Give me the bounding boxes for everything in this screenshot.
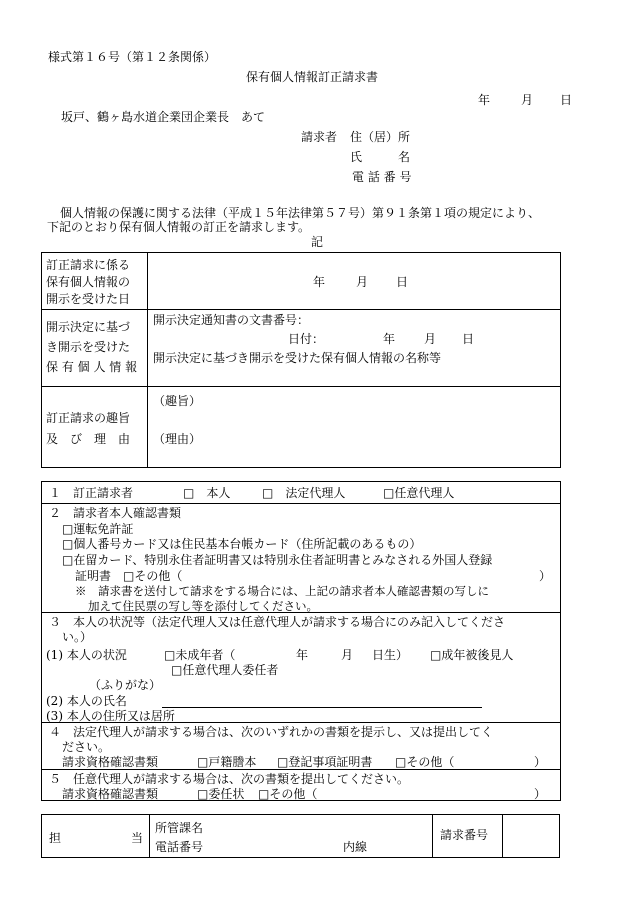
phone-label: 電 話 番 号 [352,170,412,184]
minor-birth-month: 月 [341,648,354,662]
section4-docs-label: 請求資格確認書類 [62,755,159,769]
checkbox-power-of-attorney[interactable]: □委任状 [197,787,245,801]
footer-divider-1 [149,814,150,858]
other-id-close: ） [539,569,552,583]
checkbox-registry-cert[interactable]: □登記事項証明書 [277,755,373,769]
date-day-label: 日 [560,93,573,107]
row2-label-3: 保 有 個 人 情 報 [46,360,138,374]
intro-line-1: 個人情報の保護に関する法律（平成１５年法律第５７号）第９１条第１項の規定により、 [60,206,541,220]
principal-name-line[interactable] [162,707,482,708]
main-table-divider [147,252,148,468]
row2-label-1: 開示決定に基づ [46,320,131,334]
note-line-2: 加えて住民票の写し等を添付してください。 [88,599,318,613]
row2-info-name: 開示決定に基づき開示を受けた保有個人情報の名称等 [153,351,442,365]
row1-day: 日 [396,275,409,289]
checkbox-adult-ward[interactable]: □成年被後見人 [430,648,514,662]
checkbox-self[interactable]: □ 本人 [183,486,231,500]
checkbox-family-register[interactable]: □戸籍謄本 [197,755,257,769]
checkbox-section4-other[interactable]: □その他（ [395,755,455,769]
section1-label: １ 訂正請求者 [49,486,134,500]
row2-label-2: き開示を受けた [46,340,131,354]
minor-birth-day: 日生） [372,648,409,662]
row2-date-label: 日付： [288,332,325,346]
footer-tou: 当 [131,831,144,845]
checkbox-other-id[interactable]: 証明書 □その他（ [75,569,183,583]
address-label: 住（居）所 [350,130,411,144]
row1-label-3: 開示を受けた日 [46,292,131,306]
checkbox-my-number-card[interactable]: □個人番号カード又は住民基本台帳カード（住所記載のあるもの） [62,537,422,551]
footer-phone-label: 電話番号 [155,840,204,854]
section4-line-2: ださい。 [62,740,111,754]
requester-label: 請求者 [301,130,338,144]
form-number: 様式第１６号（第１２条関係） [48,50,217,64]
footer-extension-label: 内線 [343,840,368,854]
checkbox-legal-agent[interactable]: □ 法定代理人 [262,486,346,500]
principal-address-label: (3) 本人の住所又は居所 [46,709,175,723]
sep-1-2 [41,503,561,504]
row1-month: 月 [356,275,369,289]
footer-tan: 担 [49,831,62,845]
footer-divider-2 [432,814,433,858]
ki-label: 記 [311,235,324,249]
checkbox-delegator[interactable]: □任意代理人委任者 [171,663,279,677]
checkbox-drivers-license[interactable]: □運転免許証 [62,522,134,536]
main-table-row-sep-1 [41,309,561,310]
footer-dept-label: 所管課名 [155,821,204,835]
minor-birth-year: 年 [296,648,309,662]
intro-line-2: 下記のとおり保有個人情報の訂正を請求します。 [47,220,311,234]
checkbox-residence-card[interactable]: □在留カード、特別永住者証明書又は特別永住者証明書とみなされる外国人登録 [62,553,493,567]
section4-line-1: ４ 法定代理人が請求する場合は、次のいずれかの書類を提示し、又は提出してく [49,725,494,739]
checkbox-voluntary-agent[interactable]: □任意代理人 [383,486,455,500]
section3-title-2: い。） [62,630,93,644]
row3-purpose: （趣旨） [153,394,202,408]
row1-label-2: 保有個人情報の [46,275,131,289]
row2-day: 日 [462,332,475,346]
row1-year: 年 [313,275,326,289]
row2-year: 年 [383,332,396,346]
row3-label-1: 訂正請求の趣旨 [46,411,131,425]
section4-close: ） [534,755,547,769]
row3-label-2: 及 び 理 由 [46,432,131,446]
row1-label-1: 訂正請求に係る [46,258,131,272]
principal-name-label: (2) 本人の氏名 [46,694,127,708]
section2-title: ２ 請求者本人確認書類 [49,506,182,520]
section5-docs-label: 請求資格確認書類 [62,787,159,801]
section5-line-1: ５ 任意代理人が請求する場合は、次の書類を提出してください。 [49,772,410,786]
note-line-1: ※ 請求書を送付して請求をする場合には、上記の請求者本人確認書類の写しに [75,584,489,598]
section3-title-1: ３ 本人の状況等（法定代理人又は任意代理人が請求する場合にのみ記入してくださ [49,615,506,629]
row2-month: 月 [424,332,437,346]
sep-4-5 [41,769,561,770]
date-month-label: 月 [521,93,534,107]
row3-reason: （理由） [153,432,202,446]
name-label: 氏 名 [350,150,411,164]
footer-request-number-label: 請求番号 [440,828,489,842]
form-title: 保有個人情報訂正請求書 [246,70,379,84]
main-table-row-sep-2 [41,386,561,387]
checkbox-section5-other[interactable]: □その他（ [258,787,318,801]
date-year-label: 年 [478,93,491,107]
addressee: 坂戸、鶴ヶ島水道企業団企業長 あて [61,110,266,124]
furigana-label: （ふりがな） [89,678,162,692]
status-label: (1) 本人の状況 [46,648,127,662]
footer-divider-3 [502,814,503,858]
row2-doc-number: 開示決定通知書の文書番号： [153,313,310,327]
checkbox-minor[interactable]: □未成年者（ [164,648,236,662]
section5-close: ） [534,787,547,801]
